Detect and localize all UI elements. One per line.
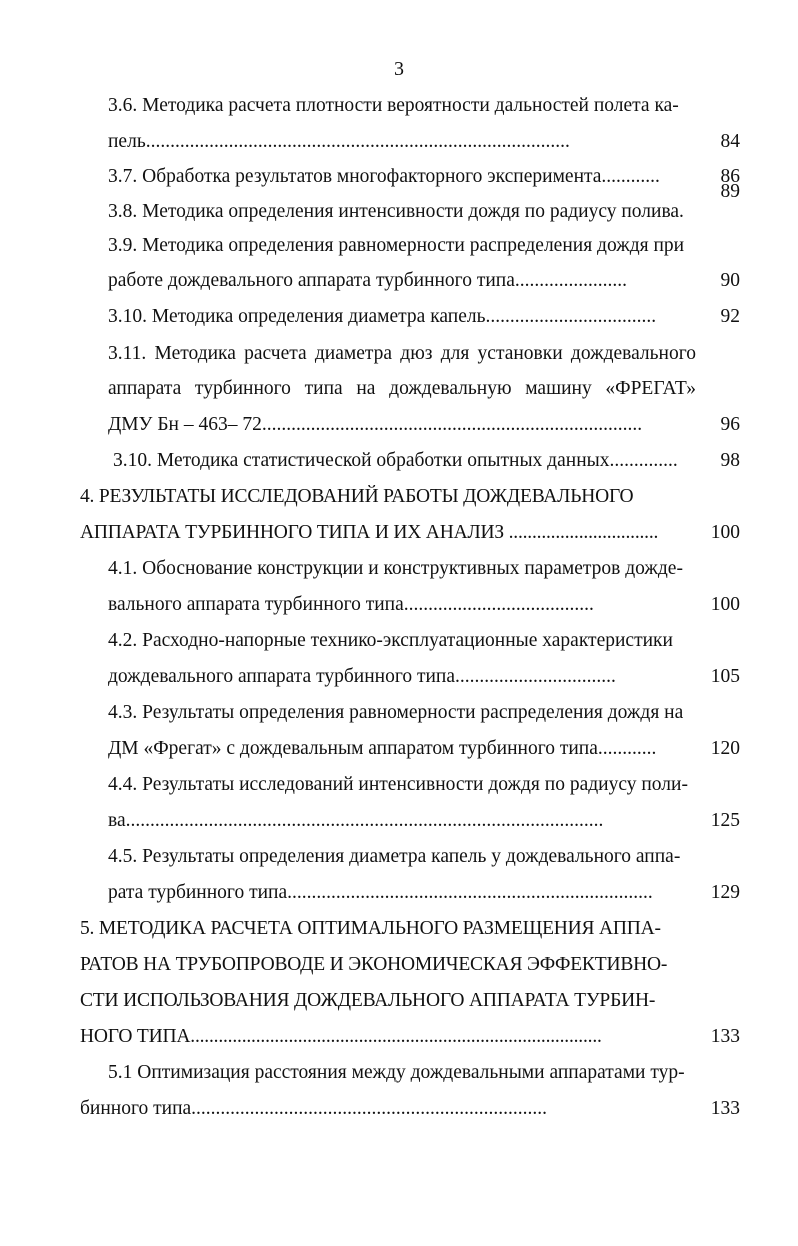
toc-line bbox=[0, 92, 798, 120]
toc-page-number: 84 bbox=[720, 131, 740, 152]
toc-page-number: 100 bbox=[710, 594, 740, 615]
toc-text: 4.3. Результаты определения равномерности распределения дождя на bbox=[108, 702, 684, 723]
toc-line bbox=[0, 807, 798, 835]
toc-text: рата турбинного типа........................................................................... bbox=[108, 882, 653, 903]
toc-page-number: 125 bbox=[710, 810, 740, 831]
toc-page-number: 96 bbox=[720, 414, 740, 435]
toc-line bbox=[0, 735, 798, 763]
toc-line bbox=[0, 555, 798, 583]
toc-text: аппарата турбинного типа на дождевальную машину «ФРЕГАТ» bbox=[108, 378, 696, 399]
toc-text: 4.5. Результаты определения диаметра капель у дождевального аппа- bbox=[108, 846, 681, 867]
toc-page-number: 86 bbox=[720, 166, 740, 187]
toc-line bbox=[0, 663, 798, 691]
toc-line bbox=[0, 163, 798, 191]
toc-text: 3.10. Методика статистической обработки опытных данных.............. bbox=[113, 450, 678, 471]
toc-page-number: 89 bbox=[720, 181, 740, 202]
toc-text: 4. РЕЗУЛЬТАТЫ ИССЛЕДОВАНИЙ РАБОТЫ ДОЖДЕВАЛЬНОГО bbox=[80, 486, 634, 507]
toc-text: ДМ «Фрегат» с дождевальным аппаратом турбинного типа............ bbox=[108, 738, 657, 759]
toc-text: 5. МЕТОДИКА РАСЧЕТА ОПТИМАЛЬНОГО РАЗМЕЩЕНИЯ АППА- bbox=[80, 918, 661, 939]
toc-page-number: 100 bbox=[710, 522, 740, 543]
toc-text: пель....................................................................................... bbox=[108, 131, 570, 152]
toc-page-number: 129 bbox=[710, 882, 740, 903]
toc-page-number: 133 bbox=[710, 1098, 740, 1119]
toc-line bbox=[0, 591, 798, 619]
toc-line bbox=[0, 1095, 798, 1123]
toc-line bbox=[0, 375, 798, 403]
toc-text: 3.9. Методика определения равномерности распределения дождя при bbox=[108, 235, 685, 256]
toc-text: 3.10. Методика определения диаметра капель................................... bbox=[108, 306, 657, 327]
toc-page-number: 98 bbox=[720, 450, 740, 471]
toc-text: бинного типа......................................................................... bbox=[80, 1098, 548, 1119]
toc-text: 3.6. Методика расчета плотности вероятности дальностей полета ка- bbox=[108, 95, 679, 116]
toc-text: 4.2. Расходно-напорные технико-эксплуатационные характеристики bbox=[108, 630, 673, 651]
toc-line bbox=[0, 951, 798, 979]
toc-page-number: 133 bbox=[710, 1026, 740, 1047]
toc-line bbox=[0, 303, 798, 331]
toc-text: РАТОВ НА ТРУБОПРОВОДЕ И ЭКОНОМИЧЕСКАЯ ЭФФЕКТИВНО- bbox=[80, 954, 668, 975]
toc-line bbox=[0, 447, 798, 475]
toc-text: работе дождевального аппарата турбинного типа....................... bbox=[108, 270, 627, 291]
toc-page-number: 92 bbox=[720, 306, 740, 327]
toc-line bbox=[0, 340, 798, 368]
toc-text: 5.1 Оптимизация расстояния между дождевальными аппаратами тур- bbox=[108, 1062, 685, 1083]
toc-line bbox=[0, 987, 798, 1015]
toc-text: НОГО ТИПА........................................................................................ bbox=[80, 1026, 602, 1047]
toc-line bbox=[0, 483, 798, 511]
toc-line bbox=[0, 232, 798, 260]
toc-text: 3.8. Методика определения интенсивности дождя по радиусу полива. bbox=[108, 201, 684, 222]
toc-text: дождевального аппарата турбинного типа................................. bbox=[108, 666, 616, 687]
toc-page-number: 90 bbox=[720, 270, 740, 291]
toc-line bbox=[0, 627, 798, 655]
toc-line bbox=[0, 699, 798, 727]
toc-text: 3.7. Обработка результатов многофакторного эксперимента............ bbox=[108, 166, 660, 187]
toc-line bbox=[0, 915, 798, 943]
toc-line bbox=[0, 1023, 798, 1051]
toc-text: вального аппарата турбинного типа....................................... bbox=[108, 594, 594, 615]
toc-line bbox=[0, 267, 798, 295]
toc-text: 4.4. Результаты исследований интенсивности дождя по радиусу поли- bbox=[108, 774, 688, 795]
toc-text: 3.11. Методика расчета диаметра дюз для установки дождевального bbox=[108, 343, 696, 364]
toc-page-number: 105 bbox=[710, 666, 740, 687]
toc-line bbox=[0, 411, 798, 439]
toc-line bbox=[0, 879, 798, 907]
toc-line bbox=[0, 128, 798, 156]
toc-page-number: 120 bbox=[710, 738, 740, 759]
toc-text: АППАРАТА ТУРБИННОГО ТИПА И ИХ АНАЛИЗ ................................ bbox=[80, 522, 659, 543]
toc-line bbox=[0, 771, 798, 799]
page-number: 3 bbox=[394, 58, 404, 80]
toc-line bbox=[0, 843, 798, 871]
toc-line bbox=[0, 1059, 798, 1087]
toc-line bbox=[0, 181, 798, 226]
toc-text: ДМУ Бн – 463– 72.............................................................................. bbox=[108, 414, 643, 435]
toc-text: ва.................................................................................................. bbox=[108, 810, 604, 831]
toc-line bbox=[0, 519, 798, 547]
toc-text: 4.1. Обоснование конструкции и конструктивных параметров дожде- bbox=[108, 558, 683, 579]
toc-text: СТИ ИСПОЛЬЗОВАНИЯ ДОЖДЕВАЛЬНОГО АППАРАТА ТУРБИН- bbox=[80, 990, 656, 1011]
